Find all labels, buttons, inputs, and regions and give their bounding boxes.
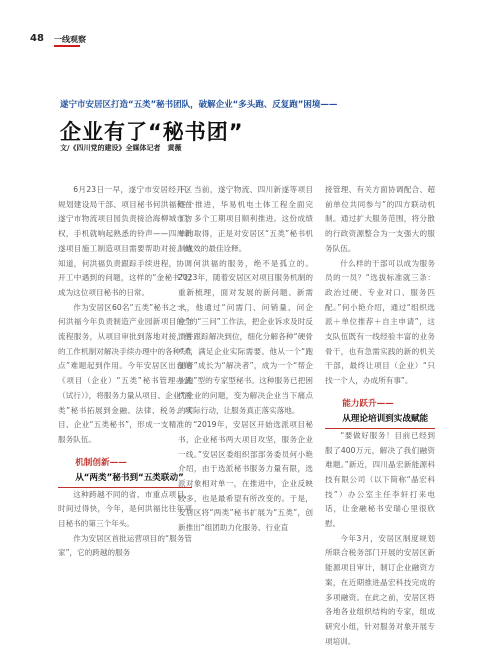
- paragraph: 下。当前，遂宁物流、四川新遂等项目逐个推进，华易机电土体工程全面完工，多个工期项目顺利推进。这份成绩单的取得，正是对安居区“五类”秘书机制成效的最佳诠释。: [178, 185, 313, 253]
- section-subhead: 机制创新——: [75, 457, 127, 468]
- paragraph: “要做好服务！目前已经到服了400万元，解决了我们融资难题。”新近，四川晶宏新能源科技有限公司（以下简称“晶宏科技”）办公室主任李轩打来电话，让金融秘书安瑞心里很欣慰。: [325, 430, 435, 529]
- paragraph: 何洪福的服务，绝不是孤立的。2023年，随着安居区对项目服务机制的重新梳理，面对发展的新问题、新需求，他通过“问需门、问销量、问企业”的“三问”工作法，把企业诉求及时反馈并跟踪解决到位，细化分解各种“硬骨头”，满足企业实际需要。他从一个“跑腿者”成长为“解决者”，成为一个“帮企业跑”型的专家型秘书。这种服务已把困扰企业的问题，变为解决企业当下痛点的实际行动，让服务真正落实落地。: [178, 258, 313, 415]
- paragraph: 作为安居区首批运营项目的“服务管家”，它的跨越的服务: [58, 533, 192, 558]
- paragraph: 什么样的干部可以成为服务员的一员？“选拔标准就三条：政治过硬、专业对口、服务匹配。”何小艳介绍，通过“组织选派＋单位推荐＋自主申请”，这支队伍既有一线经验丰富的业务骨干，也有急需实践的新的机关干部，最终让项目（企业）“只找一个人，办成所有事”。: [325, 258, 435, 386]
- section-subtitle: 从“两类”秘书到“五类联动”: [58, 471, 192, 488]
- article-byline: 文/《四川党的建设》全媒体记者 黄薇: [60, 144, 182, 152]
- section-underline: [54, 45, 80, 47]
- paragraph: “2019年，安居区开始选派项目秘书，企业秘书两大项目攻坚，服务企业一线。”安居区委组织部部务委员何小艳介绍，由于选派秘书服务力量有限，选派对象相对单一，在推进中，企业反映较多，也是最希望有所改变的。于是，安居区将“两类”秘书扩展为“五类”，创新推出“组团助力化服务、行业直: [178, 420, 313, 533]
- article-title: 企业有了“秘书团”: [60, 120, 244, 144]
- section-subhead: 能力跃升——: [342, 398, 394, 409]
- paragraph: 接管理、有关方面协调配合、超前单位共同参与”的四方联动机制。通过扩大服务范围，将分散的行政资源整合为一支强大的服务队伍。: [325, 185, 435, 253]
- paragraph: 这种跨越不同的省、市重点项目，时间过得快，今年，是何洪福比往年项目秘书的第三个年头。: [58, 489, 192, 529]
- paragraph: 今年3月，安居区制度规划所联合税务部门开展的安居区新能源项目审计，制订企业融资方案，在近期推进晶宏科技完成的多项融资。在此之前，安居区将各地各业组织结构的专家，组成研究小组，针对服务对象开展专项培训。: [325, 533, 435, 646]
- article-column-2: [178, 183, 313, 536]
- section-subtitle: 从理论培训到实战赋能: [325, 412, 435, 429]
- paragraph: 6月23日一早，遂宁市安居经开区规划建设局干部、项目秘书何洪福和在遂宁市物流项目园负责接洽海柳城市物权，手机就响起熟悉的铃声——四川新遂项目施工制造项目需要帮助对接。他知道，何洪福负责跟踪手续进程，协调开工中遇到的问题，这样的“金秘书”已成为这位项目秘书的日常。: [58, 185, 192, 297]
- article-column-1: [58, 183, 192, 561]
- paragraph: 作为安居区60名“五类”秘书之一，何洪福今年负责制造产业园新项目的全流程服务，从项目审批到落地对接，他的工作机制对解决手续办理中的各种“难点”难题起到作用。今年安居区出台的《项目（企业）“五类”秘书管理办法（试行）》，将服务力量从项目、企业“两类”秘书拓展到金融、法律、税务、项目、企业“五类秘书”，形成一支精准的服务队伍。: [58, 302, 192, 444]
- section-label: 一线观察: [54, 35, 86, 44]
- article-column-3: [325, 183, 435, 649]
- article-kicker: 遂宁市安居区打造“五类”秘书团队，破解企业“多头跑、反复跑”困境——: [60, 100, 338, 110]
- page-number: 48: [30, 33, 44, 44]
